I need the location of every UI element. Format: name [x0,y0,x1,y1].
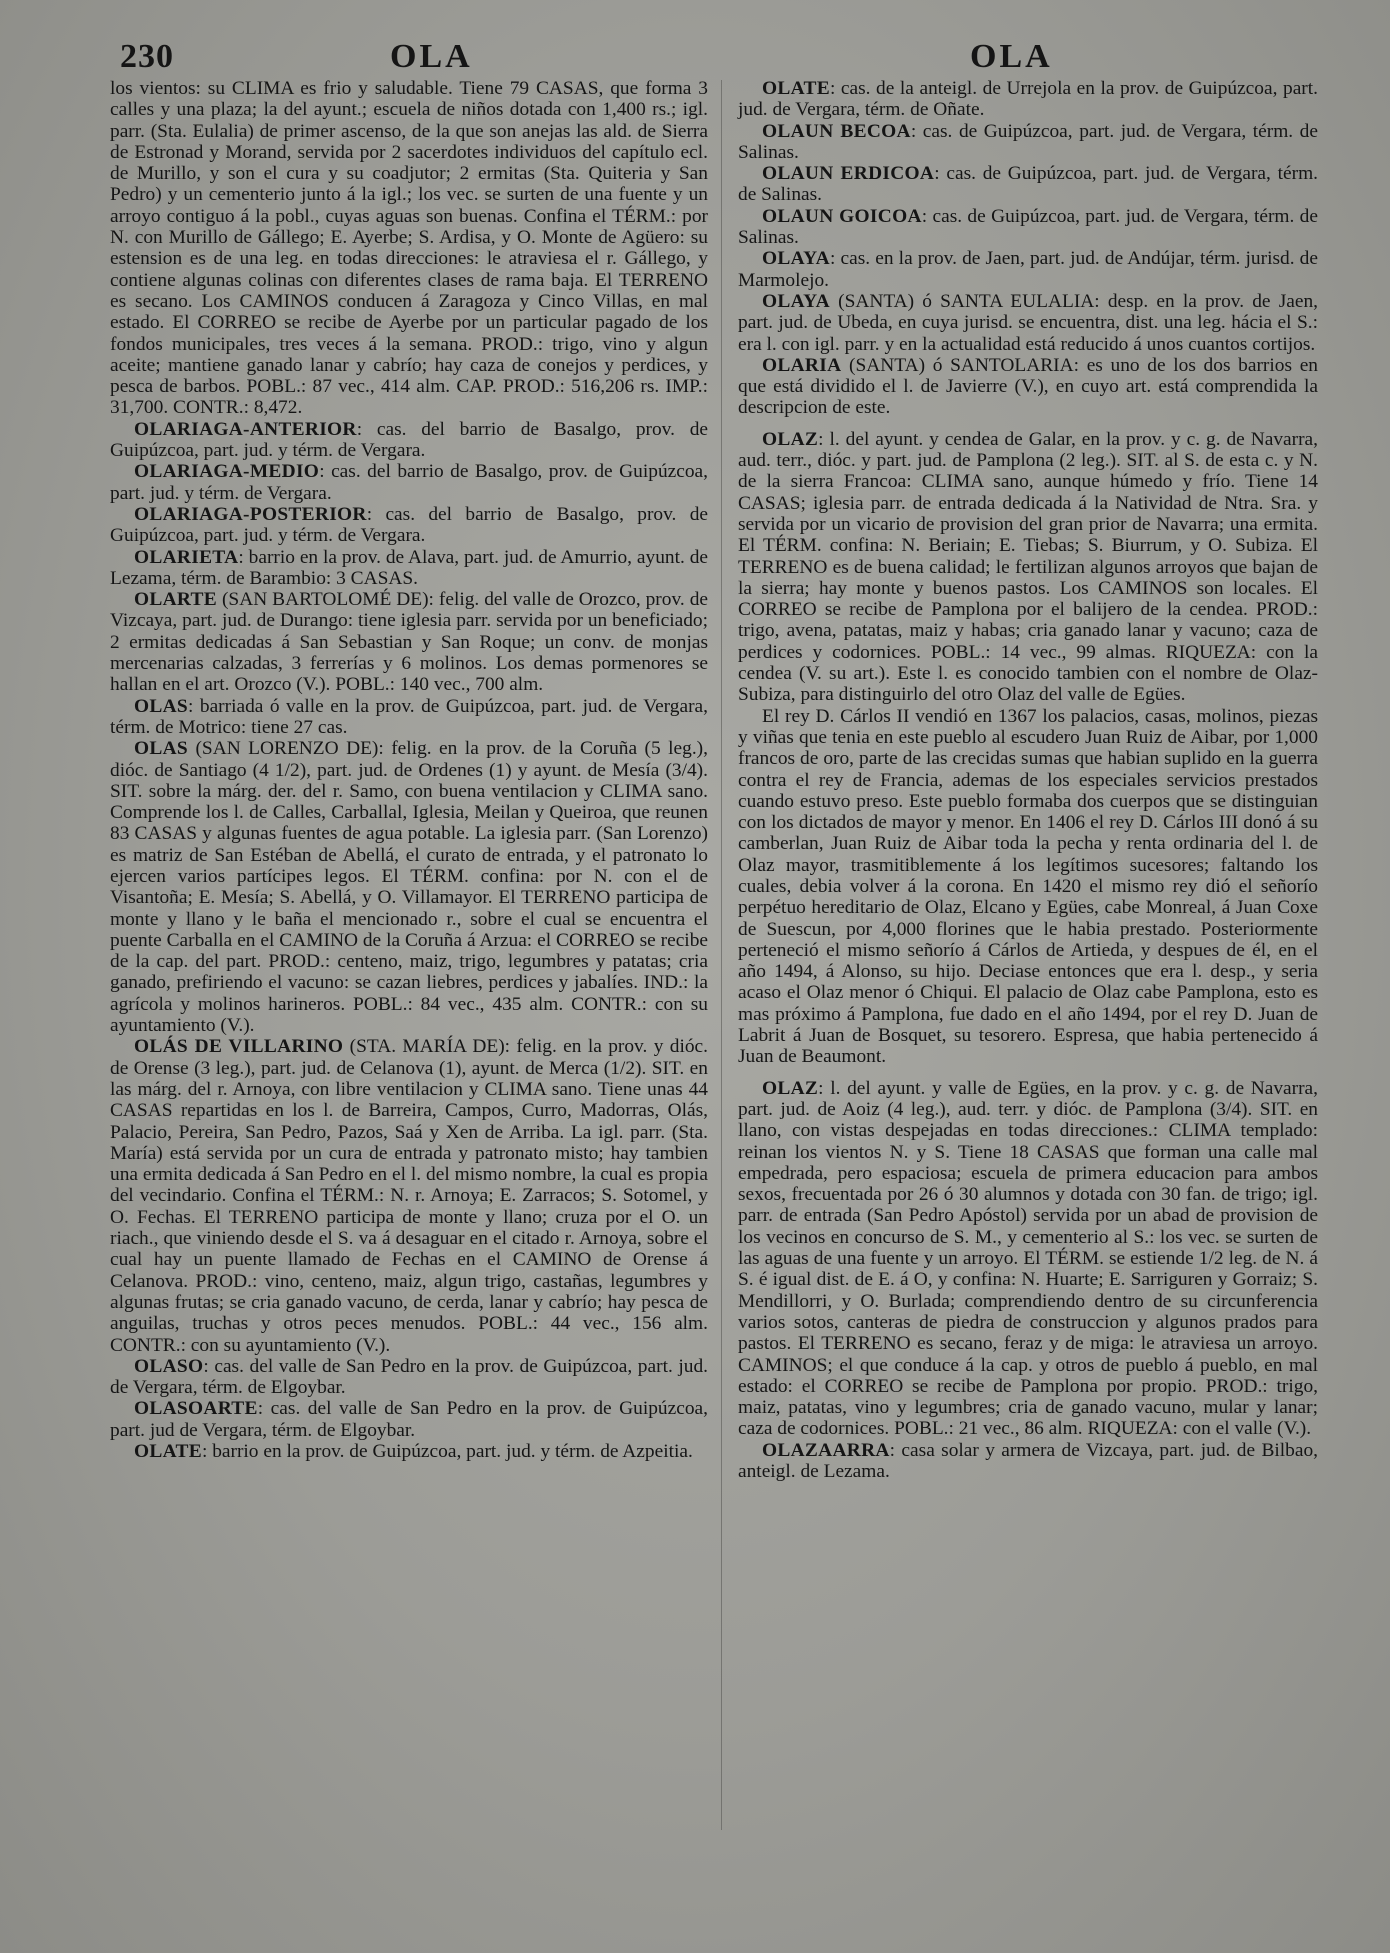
entry-text: : cas. en la prov. de Jaen, part. jud. de Andújar, térm. jurisd. de Marmolejo. [738,248,1318,291]
dictionary-entry [110,589,708,695]
entry-headword: OLARIA [762,354,842,376]
entry-text: : cas. de Guipúzcoa, part. jud. de Vergara, térm. de Salinas. [738,205,1318,249]
entry-text: : cas. del barrio de Basalgo, prov. de Guipúzcoa, part. jud. y térm. de Vergara. [110,503,708,547]
dictionary-entry [738,248,1318,291]
entry-headword: OLARIETA [134,546,239,568]
dictionary-entry [738,706,1318,1068]
page-header [0,30,1390,78]
entry-text: (SANTA) ó SANTOLARIA: es uno de los dos barrios en que está dividido el l. de Javierre (V.), en cuyo art. está comprendida la descripcion de este. [738,354,1318,419]
entry-headword: OLAUN GOICOA [762,205,922,227]
dictionary-entry [110,1398,708,1441]
entry-headword: OLAZ [762,1077,819,1099]
dictionary-entry [110,419,708,462]
dictionary-entry [738,206,1318,249]
entry-headword: OLAYA [762,248,830,270]
dictionary-entry [110,547,708,590]
entry-text: El rey D. Cárlos II vendió en 1367 los palacios, casas, molinos, piezas y viñas que tenia en este pueblo al escudero Juan Ruiz de Aibar, por 1,000 francos de oro, parte de las crecidas sumas que habian suplido en la guerra contra el rey de Francia, ademas de los especiales servicios prestados cuando estuvo preso. Este pueblo formaba dos cuerpos que se distinguian con los dictados de mayor y menor. En 1406 el rey D. Cárlos III donó á su camberlan, Juan Ruiz de Aibar toda la pecha y renta ordinaria del l. de Olaz mayor, trasmitiblemente á los legítimos sucesores; faltando los cuales, debia volver á la corona. En 1420 el mismo rey dió el señorío perpétuo hereditario de Olaz, Elcano y Egües, cabe Monreal, á Juan Coxe de Suescun, por 4,000 florines que le habia prestado. Posteriormente perteneció el mismo señorío á Cárlos de Artieda, y despues de él, en el año 1494, á Alonso, su hijo. Deciase entonces que era l. desp., y seria acaso el Olaz menor ó Chiqui. El palacio de Olaz cabe Pamplona, esto es mas próximo á Pamplona, fue dado en el año 1494, por el rey D. Juan de Labrit á Juan de Bosquet, su tesorero. Espresa, que habia pertenecido á Juan de Beaumont. [738,705,1318,1068]
dictionary-entry [110,738,708,1036]
dictionary-entry [738,355,1318,419]
dictionary-entry [738,121,1318,164]
entry-headword: OLATE [134,1441,202,1462]
dictionary-entry [738,1078,1318,1440]
dictionary-entry [110,696,708,739]
dictionary-entry [110,78,708,419]
dictionary-entry [110,1036,708,1355]
entry-headword: OLAUN BECOA [762,120,911,142]
dictionary-entry [110,1441,708,1462]
entry-text: : cas. de Guipúzcoa, part. jud. de Vergara, térm. de Salinas. [738,120,1318,163]
entry-text: : cas. del barrio de Basalgo, prov. de Guipúzcoa, part. jud. y térm. de Vergara. [110,418,708,462]
dictionary-entry [738,163,1318,206]
entry-headword: OLARIAGA-POSTERIOR [134,503,367,525]
entry-headword: OLASO [134,1355,204,1377]
right-running-head: OLA [970,38,1053,75]
dictionary-entry [110,461,708,504]
entry-text: : barrio en la prov. de Guipúzcoa, part. jud. y térm. de Azpeitia. [201,1441,693,1462]
entry-headword: OLARIAGA-MEDIO [134,461,320,483]
entry-text: (SANTA) ó SANTA EULALIA: desp. en la prov. de Jaen, part. jud. de Ubeda, en cuya jurisd. se encuentra, dist. una leg. hácia el S.: era l. con igl. parr. y en la actualidad está reducido á unos cuantos cortijos. [738,290,1318,355]
entry-text: : barrio en la prov. de Alava, part. jud. de Amurrio, ayunt. de Lezama, térm. de Barambio: 3 CASAS. [110,546,708,589]
entry-headword: OLASOARTE [134,1398,258,1420]
dictionary-entry [738,1440,1318,1483]
dictionary-entry [110,1356,708,1399]
column-divider [721,80,722,1830]
entry-text: : l. del ayunt. y valle de Egües, en la prov. y c. g. de Navarra, part. jud. de Aoiz (4 leg.), aud. terr. y dióc. de Pamplona (3/4). SIT. en llano, con vistas despejadas en todas direcciones.: CLIMA templado: reinan los vientos N. y S. Tiene 18 CASAS que forman una calle mal empedrada, pero espaciosa; escuela de primera educacion para ambos sexos, frecuentada por 26 ó 30 alumnos y dotada con 30 fan. de trigo; igl. parr. de entrada (San Pedro Apóstol) servida por un abad de provision de los vecinos en concurso de S. M., y cementerio al S.: los vec. se surten de las aguas de una fuente y un arroyo. El TÉRM. se estiende 1/2 leg. de N. á S. é igual dist. de E. á O, y confina: N. Huarte; E. Sarriguren y Gorraiz; S. Mendillorri, y O. Burlada; comprendiendo dentro de su circunferencia varios sotos, canteras de piedra de construccion y algunos prados para pastos. El TERRENO es secano, feraz y de miga: le atraviesa un arroyo. CAMINOS; el que conduce á la cap. y otros de pueblo á pueblo, en mal estado: el CORREO se recibe de Pamplona por propio. PROD.: trigo, maiz, patatas, vino y legumbres; cria de ganado vacuno, mular y lanar; caza de codornices. POBL.: 21 vec., 86 alm. RIQUEZA: con el valle (V.). [738,1077,1318,1440]
entry-headword: OLAS [134,695,189,717]
entry-headword: OLATE [762,78,830,99]
left-column [110,78,708,1462]
entry-text: : barriada ó valle en la prov. de Guipúzcoa, part. jud. de Vergara, térm. de Motrico: tiene 27 cas. [110,695,708,738]
entry-text: : l. del ayunt. y cendea de Galar, en la prov. y c. g. de Navarra, aud. terr., dióc. y part. jud. de Pamplona (2 leg.). SIT. al S. de esta c. y N. de la sierra Francoa: CLIMA sano, aunque húmedo y frío. Tiene 14 CASAS; iglesia parr. de entrada dedicada á la Natividad de Ntra. Sra. y servida por un vicario de provision del gran prior de Navarra; una ermita. El TÉRM. confina: N. Beriain; E. Tiebas; S. Biurrum, y O. Subiza. El TERRENO es de buena calidad; le fertilizan algunos arroyos que bajan de la sierra; hay monte y buenos pastos. Los CAMINOS son locales. El CORREO se recibe de Pamplona por el balijero de la cendea. PROD.: trigo, avena, patatas, maiz y habas; cria ganado lanar y vacuno; caza de perdices y codornices. POBL.: 14 vec., 99 almas. RIQUEZA: con la cendea (V. su art.). Este l. es conocido tambien con el nombre de Olaz-Subiza, para distinguirlo del otro Olaz del valle de Egües. [738,428,1318,706]
entry-text: (SAN LORENZO DE): felig. en la prov. de la Coruña (5 leg.), dióc. de Santiago (4 1/2), part. jud. de Ordenes (1) y ayunt. de Mesía (3/4). SIT. sobre la márg. der. del r. Samo, con buena ventilacion y CLIMA sano. Comprende los l. de Calles, Carballal, Iglesia, Meilan y Queiroa, que reunen 83 CASAS y algunas fuentes de agua potable. La iglesia parr. (San Lorenzo) es matriz de San Estéban de Abellá, el curato de entrada, y el patronato lo ejercen varios partícipes legos. El TÉRM. confina: por N. con el de Visantoña; E. Mesía; S. Abellá, y O. Villamayor. El TERRENO participa de monte y llano y le baña el mencionado r., sobre el cual se encuentra el puente Carballa en el CAMINO de la Coruña á Arzua: el CORREO se recibe de la cap. del part. PROD.: centeno, maiz, trigo, legumbres y patatas; cria ganado, prefiriendo el vacuno: se cazan liebres, perdices y jabalíes. IND.: la agrícola y molinos harineros. POBL.: 84 vec., 435 alm. CONTR.: con su ayuntamiento (V.). [110,738,708,1037]
dictionary-entry [738,291,1318,355]
page-number: 230 [120,38,174,75]
entry-text: : casa solar y armera de Vizcaya, part. jud. de Bilbao, anteigl. de Lezama. [738,1439,1318,1482]
entry-text: : cas. del barrio de Basalgo, prov. de Guipúzcoa, part. jud. y térm. de Vergara. [110,461,708,504]
entry-headword: OLARTE [134,589,218,611]
entry-text: : cas. de Guipúzcoa, part. jud. de Vergara, térm. de Salinas. [738,163,1318,206]
entry-headword: OLARIAGA-ANTERIOR [134,418,357,440]
entry-headword: OLAUN ERDICOA [762,163,935,185]
dictionary-entry [738,429,1318,706]
entry-headword: OLAZ [762,428,819,450]
right-column [738,78,1318,1482]
left-running-head: OLA [390,38,473,75]
dictionary-entry [110,504,708,547]
dictionary-entry [738,78,1318,121]
entry-headword: OLÁS DE VILLARINO [134,1036,344,1058]
entry-text: : cas. del valle de San Pedro en la prov. de Guipúzcoa, part. jud de Vergara, térm. de Elgoybar. [110,1398,708,1441]
entry-text: (STA. MARÍA DE): felig. en la prov. y dióc. de Orense (3 leg.), part. jud. de Celanova (1), ayunt. de Merca (1/2). SIT. en las márg. del r. Arnoya, con libre ventilacion y CLIMA sano. Tiene unas 44 CASAS repartidas en los l. de Barreira, Campos, Curro, Madorras, Olás, Palacio, Pereira, San Pedro, Pazos, Saá y Xen de Arriba. La igl. parr. (Sta. María) está servida por un cura de entrada y patronato misto; hay tambien una ermita dedicada á San Pedro en el l. del mismo nombre, la cual es propia del vecindario. Confina el TÉRM.: N. r. Arnoya; E. Zarracos; S. Sotomel, y O. Fechas. El TERRENO participa de monte y llano; cruza por el O. un riach., que viniendo desde el S. va á desaguar en el citado r. Arnoya, sobre el cual hay un puente llamado de Fechas en el CAMINO de Orense á Celanova. PROD.: vino, centeno, maiz, algun trigo, castañas, legumbres y algunas frutas; se cria ganado vacuno, de cerda, lanar y cabrío; hay pesca de anguilas, truchas y otros peces menudos. POBL.: 44 vec., 156 alm. CONTR.: con su ayuntamiento (V.). [110,1036,708,1356]
entry-headword: OLAYA [762,290,830,312]
entry-text: (SAN BARTOLOMÉ DE): felig. del valle de Orozco, prov. de Vizcaya, part. jud. de Durango: tiene iglesia parr. servida por un beneficiado; 2 ermitas dedicadas á San Sebastian y San Roque; un conv. de monjas mercenarias calzadas, 3 ferrerías y 6 molinos. Los demas pormenores se hallan en el art. Orozco (V.). POBL.: 140 vec., 700 alm. [110,589,708,696]
entry-headword: OLAZAARRA [762,1439,890,1461]
entry-text: : cas. del valle de San Pedro en la prov. de Guipúzcoa, part. jud. de Vergara, térm. de Elgoybar. [110,1355,708,1399]
entry-headword: OLAS [134,738,189,760]
entry-text: los vientos: su CLIMA es frio y saludable. Tiene 79 CASAS, que forma 3 calles y una plaza; la del ayunt.; escuela de niños dotada con 1,400 rs.; igl. parr. (Sta. Eulalia) de primer ascenso, de la que son anejas las ald. de Sierra de Estronad y Morand, servida por 2 sacerdotes individuos del capítulo ecl. de Murillo, y son el cura y su coadjutor; 2 ermitas (Sta. Quiteria y San Pedro) y un cementerio junto á la igl.; los vec. se surten de una fuente y un arroyo contiguo á la pobl., cuyas aguas son buenas. Confina el TÉRM.: por N. con Murillo de Gállego; E. Ayerbe; S. Ardisa, y O. Monte de Agüero: su estension es de una leg. en todas direcciones: le atraviesa el r. Gállego, y contiene algunas colinas con diferentes clases de rama baja. El TERRENO es secano. Los CAMINOS conducen á Zaragoza y Cinco Villas, en mal estado. El CORREO se recibe de Ayerbe por un particular pagado de los fondos municipales, tres veces á la semana. PROD.: trigo, vino y algun aceite; mantiene ganado lanar y cabrío; hay caza de conejos y perdices, y pesca de barbos. POBL.: 87 vec., 414 alm. CAP. PROD.: 516,206 rs. IMP.: 31,700. CONTR.: 8,472. [110,78,708,419]
entry-text: : cas. de la anteigl. de Urrejola en la prov. de Guipúzcoa, part. jud. de Vergara, térm. de Oñate. [738,78,1318,121]
